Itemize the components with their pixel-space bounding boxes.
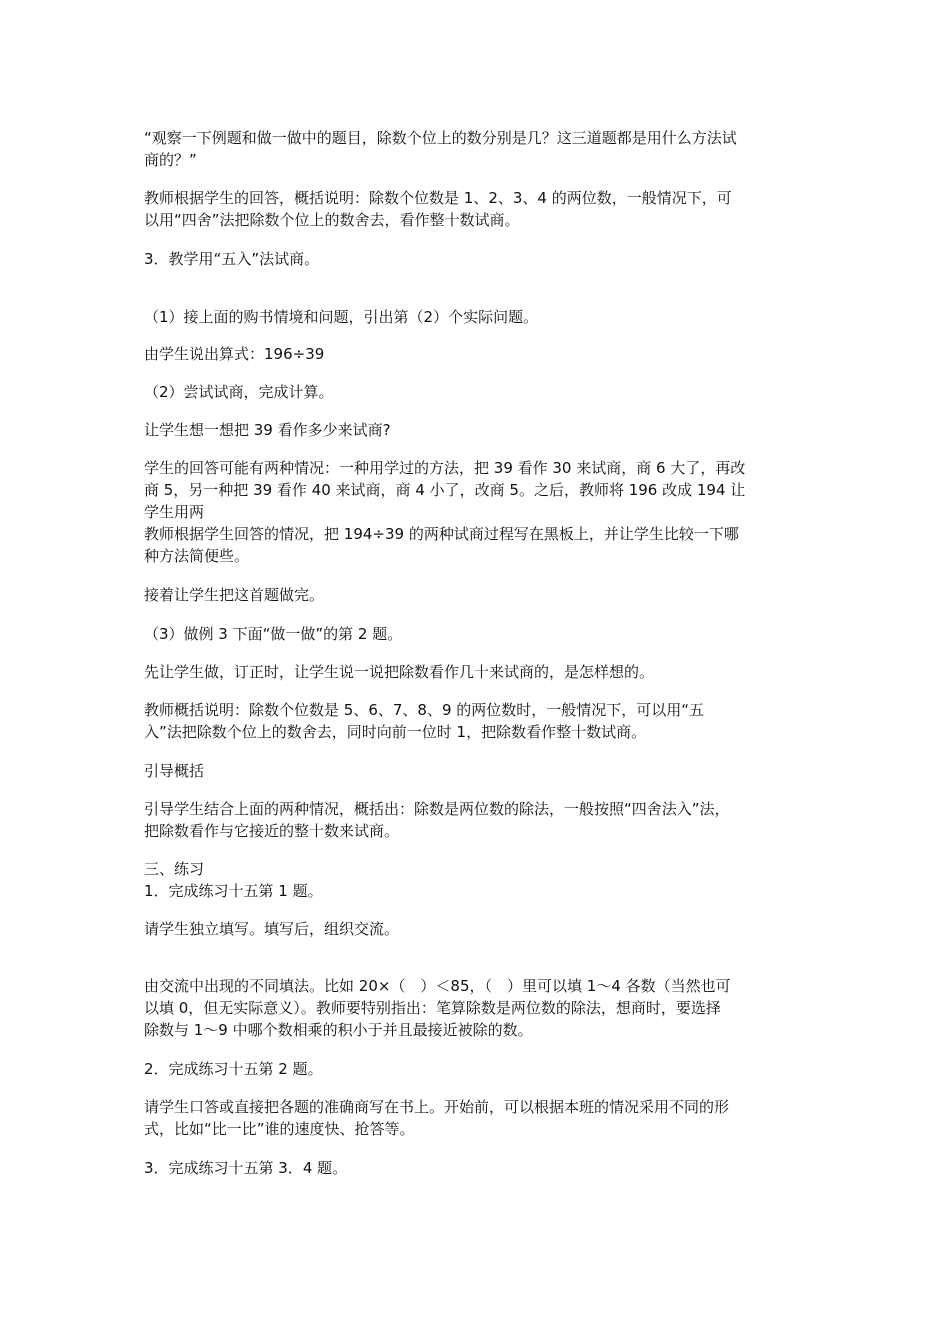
text-line: 引导学生结合上面的两种情况，概括出：除数是两位数的除法，一般按照“四舍法入”法， (144, 800, 730, 818)
text-line: 种方法简便些。 (144, 547, 250, 565)
text-line: 请学生独立填写。填写后，组织交流。 (144, 920, 400, 938)
paragraph (144, 1058, 810, 1080)
paragraph (144, 523, 810, 567)
paragraph (144, 699, 810, 743)
text-line: 教师概括说明：除数个位数是 5、6、7、8、9 的两位数时，一般情况下，可以用“五 (144, 701, 705, 719)
text-line: 把除数看作与它接近的整十数来试商。 (144, 822, 400, 840)
paragraph (144, 419, 810, 441)
paragraph (144, 306, 810, 328)
paragraph (144, 798, 810, 842)
paragraph (144, 661, 810, 683)
text-line: “观察一下例题和做一做中的题目，除数个位上的数分别是几？这三道题都是用什么方法试 (144, 129, 737, 147)
text-line: 3．教学用“五入”法试商。 (144, 250, 320, 268)
text-line: 3．完成练习十五第 3．4 题。 (144, 1159, 348, 1177)
text-line: 学生用两 (144, 503, 205, 521)
paragraph (144, 343, 810, 365)
paragraph (144, 918, 810, 940)
text-line: 先让学生做，订正时，让学生说一说把除数看作几十来试商的，是怎样想的。 (144, 663, 655, 681)
section-heading (144, 248, 810, 270)
paragraph (144, 1157, 810, 1179)
text-line: 由交流中出现的不同填法。比如 20×（ ）＜85，（ ）里可以填 1～4 各数（当然也可 (144, 977, 731, 995)
text-line: 式，比如“比一比”谁的速度快、抢答等。 (144, 1120, 415, 1138)
paragraph (144, 623, 810, 645)
text-line: （1）接上面的购书情境和问题，引出第（2）个实际问题。 (144, 308, 539, 326)
text-line: 请学生口答或直接把各题的准确商写在书上。开始前，可以根据本班的情况采用不同的形 (144, 1098, 730, 1116)
text-line: 商 5，另一种把 39 看作 40 来试商，商 4 小了，改商 5。之后，教师将 196 改成 194 让 (144, 481, 746, 499)
text-line: 以用“四舍”法把除数个位上的数舍去，看作整十数试商。 (144, 211, 520, 229)
paragraph (144, 1096, 810, 1140)
paragraph (144, 127, 810, 171)
paragraph (144, 584, 810, 606)
text-line: 学生的回答可能有两种情况：一种用学过的方法，把 39 看作 30 来试商，商 6 大了，再改 (144, 459, 746, 477)
text-line: 教师根据学生的回答，概括说明：除数个位数是 1、2、3、4 的两位数，一般情况下，可 (144, 189, 732, 207)
text-line: （2）尝试试商，完成计算。 (144, 383, 334, 401)
text-line: 入”法把除数个位上的数舍去，同时向前一位时 1，把除数看作整十数试商。 (144, 723, 647, 741)
text-line: 以填 0，但无实际意义）。教师要特别指出：笔算除数是两位数的除法，想商时，要选择 (144, 999, 721, 1017)
paragraph (144, 457, 810, 523)
text-line: 教师根据学生回答的情况，把 194÷39 的两种试商过程写在黑板上，并让学生比较一下哪 (144, 525, 739, 543)
text-line: 商的？” (144, 151, 197, 169)
text-line: 让学生想一想把 39 看作多少来试商? (144, 421, 391, 439)
text-line: 除数与 1～9 中哪个数相乘的积小于并且最接近被除的数。 (144, 1021, 533, 1039)
text-line: 由学生说出算式：196÷39 (144, 345, 325, 363)
paragraph (144, 187, 810, 231)
text-line: 接着让学生把这首题做完。 (144, 586, 325, 604)
text-line: 2．完成练习十五第 2 题。 (144, 1060, 323, 1078)
text-line: 引导概括 (144, 762, 205, 780)
paragraph (144, 760, 810, 782)
paragraph (144, 381, 810, 403)
section-heading (144, 858, 810, 902)
paragraph (144, 975, 810, 1041)
text-line: （3）做例 3 下面“做一做”的第 2 题。 (144, 625, 403, 643)
text-line: 1．完成练习十五第 1 题。 (144, 882, 323, 900)
text-line: 三、练习 (144, 860, 205, 878)
